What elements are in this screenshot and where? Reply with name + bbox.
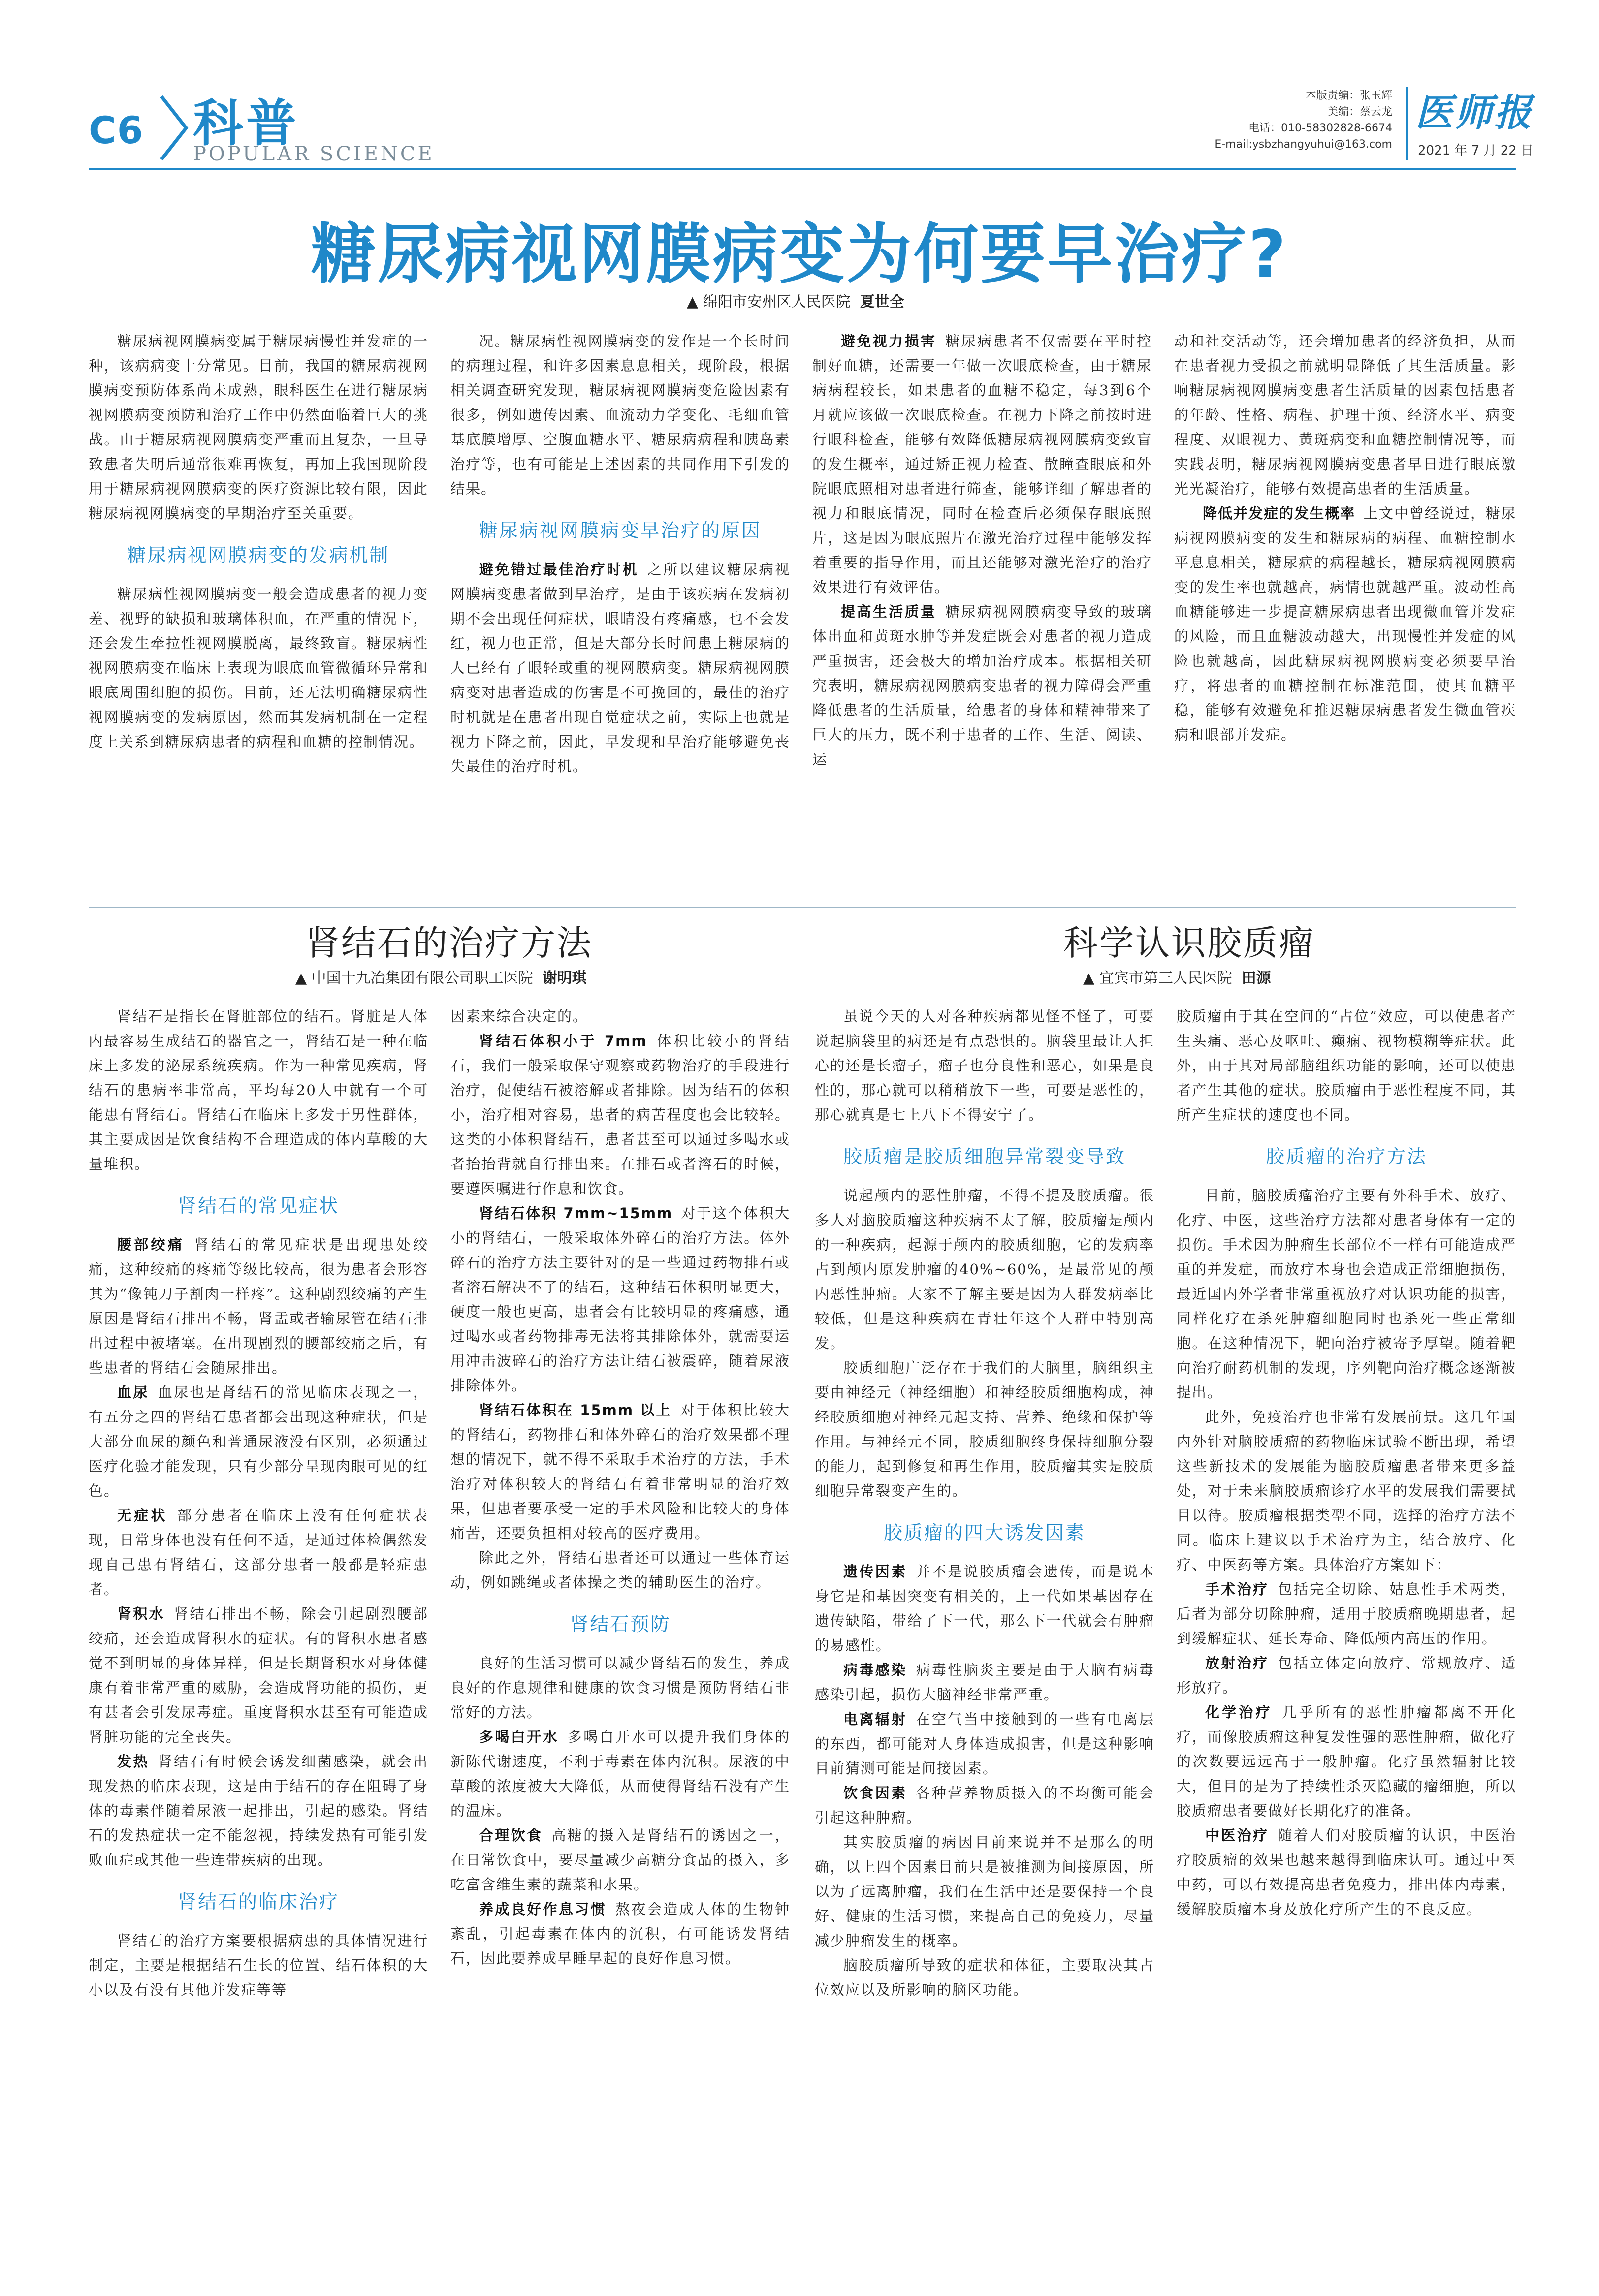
paragraph: [89, 1503, 428, 1602]
subheading: 肾结石的临床治疗: [177, 1891, 339, 1913]
paragraph-text: 熬夜会造成人体的生物钟紊乱，引起毒素在体内的沉积，有可能诱发肾结石，因此要养成早睡早起的良好作息习惯。: [450, 1901, 790, 1967]
paragraph-lead: 无症状: [117, 1507, 168, 1524]
article2-byline: [295, 966, 587, 987]
designer-line: 美编：蔡云龙: [1327, 106, 1392, 118]
paragraph: [815, 1830, 1154, 1953]
paragraph-text: 糖尿病患者不仅需要在平时控制好血糖，还需要一年做一次眼底检查，由于糖尿病病程较长，如果患者的血糖不稳定，每3到6个月就应该做一次眼底检查。在视力下降之前按时进行眼科检查，能够有效降低糖尿病视网膜病变致盲的发生概率，通过矫正视力检查、散瞳查眼底和外院眼底照相对患者进行筛查，能够详细了解患者的视力和眼底情况，同时在检查后必须保存眼底照片，这是因为眼底照片在激光治疗过程中能够发挥着重要的指导作用，而且还能够对激光治疗的治疗效果进行有效评估。: [812, 333, 1152, 596]
section-title: 科普: [193, 94, 299, 153]
paragraph-text: 其实胶质瘤的病因目前来说并不是那么的明确，以上四个因素目前只是被推测为间接原因，所以为了远离肿瘤，我们在生活中还是要保持一个良好、健康的生活习惯，来提高自己的免疫力，尽量减少肿瘤发生的概率。: [815, 1834, 1154, 1949]
paragraph-text: 目前，脑胶质瘤治疗主要有外科手术、放疗、化疗、中医，这些治疗方法都对患者身体有一定的损伤。手术因为肿瘤生长部位不一样有可能造成严重的并发症，而放疗本身也会造成正常细胞损伤，最近国内外学者非常重视放疗对认识功能的损害，同样化疗在杀死肿瘤细胞同时也杀死一些正常细胞。在这种情况下，靶向治疗被寄予厚望。随着靶向治疗耐药机制的发现，序列靶向治疗概念逐渐被提出。: [1177, 1187, 1516, 1401]
article1-title: 糖尿病视网膜病变为何要早治疗?: [311, 217, 1288, 292]
paragraph-text: 之所以建议糖尿病视网膜病变患者做到早治疗，是由于该疾病在发病初期不会出现任何症状，眼睛没有疼痛感，也不会发红，视力也正常，但是大部分长时间患上糖尿病的人已经有了眼轻或重的视网膜病变。糖尿病视网膜病变对患者造成的伤害是不可挽回的，最佳的治疗时机就是在患者出现自觉症状之前，实际上也就是视力下降之前，因此，早发现和早治疗能够避免丧失最佳的治疗时机。: [450, 561, 790, 775]
paragraph: [1177, 1183, 1516, 1405]
paragraph: [450, 1823, 790, 1897]
paper-logo: 医师报: [1415, 91, 1534, 134]
paragraph: [450, 1651, 790, 1725]
paragraph-lead: 提高生活质量: [841, 603, 937, 620]
paragraph-text: 对于体积比较大的肾结石，药物排石和体外碎石的治疗效果都不理想的情况下，就不得不采取手术治疗的方法，手术治疗对体积较大的肾结石有着非常明显的治疗效果，但患者要承受一定的手术风险和比较大的身体痛苦，还要负担相对较高的医疗费用。: [450, 1402, 790, 1541]
paragraph-lead: 多喝白开水: [479, 1729, 559, 1745]
subheading: 肾结石预防: [570, 1613, 671, 1635]
paragraph-lead: 避免视力损害: [841, 333, 937, 349]
article1-byline-org: ▲ 绵阳市安州区人民医院: [687, 293, 851, 311]
article2-column-2: [450, 1004, 790, 1971]
paragraph-lead: 肾结石体积小于 7mm: [479, 1033, 647, 1049]
subheading: 糖尿病视网膜病变早治疗的原因: [479, 520, 762, 541]
paragraph-text: 各种营养物质摄入的不均衡可能会引起这种肿瘤。: [815, 1785, 1154, 1826]
paragraph: [812, 599, 1152, 772]
paragraph-text: 动和社交活动等，还会增加患者的经济负担，从而在患者视力受损之前就明显降低了其生活质量。影响糖尿病视网膜病变患者生活质量的因素包括患者的年龄、性格、病程、护理干预、经济水平、病变程度、双眼视力、黄斑病变和血糖控制情况等，而实践表明，糖尿病视网膜病变患者早日进行眼底激光光凝治疗，能够有效提高患者的生活质量。: [1174, 333, 1516, 497]
masthead-divider: [1406, 87, 1408, 160]
paragraph-text: 体积比较小的肾结石，我们一般采取保守观察或药物治疗的手段进行治疗，促使结石被溶解或者排除。因为结石的体积小，治疗相对容易，患者的病苦程度也会比较轻。这类的小体积肾结石，患者甚至可以通过多喝水或者抬抬背就自行排出来。在排石或者溶石的时候，要遵医嘱进行作息和饮食。: [450, 1033, 790, 1197]
paragraph-lead: 腰部绞痛: [117, 1236, 185, 1253]
paragraph-lead: 遗传因素: [843, 1563, 907, 1580]
paragraph: [89, 1232, 428, 1380]
paragraph: [450, 1398, 790, 1545]
page-number: C6: [89, 108, 144, 152]
paragraph: [1177, 1004, 1516, 1127]
phone-line: 电话：010-58302828-6674: [1248, 122, 1392, 134]
paragraph: [1177, 1651, 1516, 1700]
article3-byline: [1083, 966, 1271, 987]
article1-byline-author: 夏世全: [860, 293, 904, 311]
paragraph: [812, 329, 1152, 599]
paragraph-text: 在空气当中接触到的一些有电离层的东西，都可能对人身体造成损害，但是这种影响目前猜测可能是间接因素。: [815, 1711, 1154, 1777]
article2-byline-author: 谢明琪: [542, 970, 587, 987]
article3-byline-org: ▲ 宜宾市第三人民医院: [1083, 970, 1232, 987]
paragraph: [450, 1201, 790, 1398]
paragraph: [450, 1029, 790, 1201]
paragraph-text: 并不是说胶质瘤会遗传，而是说本身它是和基因突变有相关的，上一代如果基因存在遗传缺陷，带给了下一代，那么下一代就会有肿瘤的易感性。: [815, 1563, 1154, 1654]
paragraph-text: 高糖的摄入是肾结石的诱因之一，在日常饮食中，要尽量减少高糖分食品的摄入，多吃富含维生素的蔬菜和水果。: [450, 1827, 790, 1893]
paragraph: [815, 1781, 1154, 1830]
paragraph: [450, 557, 790, 779]
paragraph: [89, 1749, 428, 1872]
paragraph-lead: 养成良好作息习惯: [479, 1901, 607, 1918]
paragraph-text: 随着人们对胶质瘤的认识，中医治疗胶质瘤的效果也越来越得到临床认可。通过中医中药，可以有效提高患者免疫力，排出体内毒素，缓解胶质瘤本身及放化疗所产生的不良反应。: [1177, 1827, 1516, 1918]
paragraph-text: 血尿也是肾结石的常见临床表现之一，有五分之四的肾结石患者都会出现这种症状，但是大部分血尿的颜色和普通尿液没有区别，必须通过医疗化验才能发现，只有少部分呈现肉眼可见的红色。: [89, 1384, 428, 1499]
article2-column-1: [89, 1004, 428, 2002]
article3-column-2: [1177, 1004, 1516, 1921]
article1-column-1: [89, 329, 428, 754]
paragraph-lead: 肾结石体积在 15mm 以上: [479, 1402, 672, 1418]
paragraph-lead: 饮食因素: [843, 1785, 907, 1801]
editor-line: 本版责编：张玉辉: [1305, 90, 1392, 102]
paragraph-text: 胶质细胞广泛存在于我们的大脑里，脑组织主要由神经元（神经细胞）和神经胶质细胞构成，神经胶质细胞对神经元起支持、营养、绝缘和保护等作用。与神经元不同，胶质细胞终身保持细胞分裂的能力，起到修复和再生作用，胶质瘤其实是胶质细胞异常裂变产生的。: [815, 1359, 1154, 1499]
paragraph-text: 部分患者在临床上没有任何症状表现，日常身体也没有任何不适，是通过体检偶然发现自己患有肾结石，这部分患者一般都是轻症患者。: [89, 1507, 428, 1598]
paragraph: [89, 1380, 428, 1503]
paragraph-text: 肾结石是指长在肾脏部位的结石。肾脏是人体内最容易生成结石的器官之一，肾结石是一种在临床上多发的泌尿系统疾病。作为一种常见疾病，肾结石的患病率非常高，平均每20人中就有一个可能患有肾结石。肾结石在临床上多发于男性群体，其主要成因是饮食结构不合理造成的体内草酸的大量堆积。: [89, 1008, 428, 1172]
paragraph-lead: 肾积水: [117, 1605, 165, 1622]
paragraph-text: 说起颅内的恶性肿瘤，不得不提及胶质瘤。很多人对脑胶质瘤这种疾病不太了解，胶质瘤是颅内的一种疾病，起源于颅内的胶质细胞，它的发病率占到颅内原发肿瘤的40%~60%，是最常见的颅内恶性肿瘤。大家不了解主要是因为人群发病率比较低，但是这种疾病在青壮年这个人群中特别高发。: [815, 1187, 1154, 1352]
paragraph-lead: 发热: [117, 1753, 149, 1770]
paragraph: [1177, 1700, 1516, 1823]
paragraph-text: 几乎所有的恶性肿瘤都离不开化疗，而像胶质瘤这种复发性强的恶性肿瘤，做化疗的次数要远远高于一般肿瘤。化疗虽然辐射比较大，但目的是为了持续性杀灭隐藏的瘤细胞，所以胶质瘤患者要做好长期化疗的准备。: [1177, 1704, 1516, 1819]
paragraph: [815, 1658, 1154, 1707]
article2-title: 肾结石的治疗方法: [305, 923, 593, 963]
subheading: 胶质瘤的治疗方法: [1265, 1146, 1427, 1167]
chevron-right-icon: [157, 94, 191, 162]
paragraph: [89, 1004, 428, 1176]
paragraph: [1177, 1577, 1516, 1651]
section-divider: [89, 907, 1516, 908]
paragraph: [815, 1707, 1154, 1781]
paragraph-text: 胶质瘤由于其在空间的“占位”效应，可以使患者产生头痛、恶心及呕吐、癫痫、视物模糊等症状。此外，由于其对局部脑组织功能的影响，还可以使患者产生其他的症状。胶质瘤由于恶性程度不同，其所产生症状的速度也不同。: [1177, 1008, 1516, 1123]
section-subtitle: POPULAR SCIENCE: [193, 143, 435, 165]
paragraph-text: 肾结石有时候会诱发细菌感染，就会出现发热的临床表现，这是由于结石的存在阻碍了身体的毒素伴随着尿液一起排出，引起的感染。肾结石的发热症状一定不能忽视，持续发热有可能引发败血症或其他一些连带疾病的出现。: [89, 1753, 428, 1868]
paragraph-text: 肾结石的治疗方案要根据病患的具体情况进行制定，主要是根据结石生长的位置、结石体积的大小以及有没有其他并发症等等: [89, 1932, 428, 1998]
paragraph-text: 对于这个体积大小的肾结石，一般采取体外碎石的治疗方法。体外碎石的治疗方法主要针对的是一些通过药物排石或者溶石解决不了的结石，这种结石体积明显更大，硬度一般也更高，患者会有比较明显的疼痛感，通过喝水或者药物排毒无法将其排除体外，就需要运用冲击波碎石的治疗方法让结石被震碎，随着尿液排除体外。: [450, 1205, 790, 1394]
paragraph: [89, 1928, 428, 2002]
paragraph: [89, 1602, 428, 1749]
paragraph: [450, 1545, 790, 1595]
editor-info: [1117, 88, 1392, 153]
paragraph-text: 包括完全切除、姑息性手术两类，后者为部分切除肿瘤，适用于胶质瘤晚期患者，起到缓解症状、延长寿命、降低颅内高压的作用。: [1177, 1581, 1516, 1647]
paragraph-text: 病毒性脑炎主要是由于大脑有病毒感染引起，损伤大脑神经非常严重。: [815, 1662, 1154, 1703]
paragraph: [815, 1004, 1154, 1127]
paragraph-text: 糖尿病视网膜病变导致的玻璃体出血和黄斑水肿等并发症既会对患者的视力造成严重损害，还会极大的增加治疗成本。根据相关研究表明，糖尿病视网膜病变患者的视力障碍会严重降低患者的生活质量，给患者的身体和精神带来了巨大的压力，既不利于患者的工作、生活、阅读、运: [812, 603, 1152, 768]
paragraph-text: 肾结石排出不畅，除会引起剧烈腰部绞痛，还会造成肾积水的症状。有的肾积水患者感觉不到明显的身体异样，但是长期肾积水对身体健康有着非常严重的威胁，会造成肾功能的损伤，更有甚者会引发尿毒症。重度肾积水甚至有可能造成肾脏功能的完全丧失。: [89, 1605, 428, 1745]
paragraph-text: 除此之外，肾结石患者还可以通过一些体育运动，例如跳绳或者体操之类的辅助医生的治疗。: [450, 1549, 790, 1591]
paragraph-lead: 化学治疗: [1205, 1704, 1273, 1721]
header-rule: [89, 168, 1516, 170]
paragraph: [450, 1725, 790, 1823]
paragraph: [1174, 329, 1516, 501]
paragraph-lead: 降低并发症的发生概率: [1203, 505, 1356, 522]
paragraph-text: 虽说今天的人对各种疾病都见怪不怪了，可要说起脑袋里的病还是有点恐惧的。脑袋里最让人担心的还是长瘤子，瘤子也分良性和恶心，如果是良性的，那心就可以稍稍放下一些，可要是恶性的，那心就真是七上八下不得安宁了。: [815, 1008, 1154, 1123]
paragraph: [1177, 1405, 1516, 1577]
paragraph-text: 良好的生活习惯可以减少肾结石的发生，养成良好的作息规律和健康的饮食习惯是预防肾结石非常好的方法。: [450, 1655, 790, 1721]
paragraph-lead: 放射治疗: [1205, 1655, 1269, 1671]
article3-title: 科学认识胶质瘤: [1063, 923, 1315, 963]
paragraph-lead: 电离辐射: [843, 1711, 907, 1728]
article3-column-1: [815, 1004, 1154, 2002]
subheading: 糖尿病视网膜病变的发病机制: [127, 544, 390, 566]
paragraph: [450, 329, 790, 501]
paragraph-lead: 病毒感染: [843, 1662, 907, 1678]
paragraph-text: 况。糖尿病性视网膜病变的发作是一个长时间的病理过程，和许多因素息息相关，现阶段，根据相关调查研究发现，糖尿病视网膜病变危险因素有很多，例如遗传因素、血流动力学变化、毛细血管基底膜增厚、空腹血糖水平、糖尿病病程和胰岛素治疗等，也有可能是上述因素的共同作用下引发的结果。: [450, 333, 790, 497]
paragraph-lead: 肾结石体积 7mm~15mm: [479, 1205, 673, 1222]
subheading: 肾结石的常见症状: [177, 1195, 339, 1217]
subheading: 胶质瘤是胶质细胞异常裂变导致: [843, 1146, 1126, 1167]
article1-column-2: [450, 329, 790, 779]
article2-byline-org: ▲ 中国十九冶集团有限公司职工医院: [295, 970, 533, 987]
paragraph: [1174, 501, 1516, 747]
paragraph-text: 糖尿病视网膜病变属于糖尿病慢性并发症的一种，该病病变十分常见。目前，我国的糖尿病视网膜病变预防体系尚未成熟，眼科医生在进行糖尿病视网膜病变预防和治疗工作中仍然面临着巨大的挑战。由于糖尿病视网膜病变严重而且复杂，一旦导致患者失明后通常很难再恢复，再加上我国现阶段用于糖尿病视网膜病变的医疗资源比较有限，因此糖尿病视网膜病变的早期治疗至关重要。: [89, 333, 428, 522]
paragraph-text: 此外，免疫治疗也非常有发展前景。这几年国内外针对脑胶质瘤的药物临床试验不断出现，希望这些新技术的发展能为脑胶质瘤患者带来更多益处，对于未来脑胶质瘤诊疗水平的发展我们需要拭目以待。胶质瘤根据类型不同，选择的治疗方法不同。临床上建议以手术治疗为主，结合放疗、化疗、中医药等方案。具体治疗方案如下：: [1177, 1409, 1516, 1573]
paragraph-text: 脑胶质瘤所导致的症状和体征，主要取决其占位效应以及所影响的脑区功能。: [815, 1957, 1154, 1998]
article1-column-4: [1174, 329, 1516, 747]
article3-byline-author: 田源: [1241, 970, 1271, 987]
article1-byline: [687, 289, 904, 311]
article1-column-3: [812, 329, 1152, 772]
paragraph-lead: 合理饮食: [479, 1827, 543, 1844]
paragraph: [1177, 1823, 1516, 1921]
paragraph-text: 糖尿病性视网膜病变一般会造成患者的视力变差、视野的缺损和玻璃体积血，在严重的情况下，还会发生牵拉性视网膜脱离，最终致盲。糖尿病性视网膜病变在临床上表现为眼底血管微循环异常和眼底周围细胞的损伤。目前，还无法明确糖尿病性视网膜病变的发病原因，然而其发病机制在一定程度上关系到糖尿病患者的病程和血糖的控制情况。: [89, 586, 428, 750]
subheading: 胶质瘤的四大诱发因素: [883, 1522, 1086, 1543]
paragraph-text: 因素来综合决定的。: [450, 1008, 588, 1025]
paragraph: [450, 1004, 790, 1029]
paragraph: [450, 1897, 790, 1971]
paragraph: [815, 1953, 1154, 2002]
paragraph-lead: 血尿: [117, 1384, 149, 1401]
paragraph-lead: 中医治疗: [1205, 1827, 1269, 1844]
paragraph: [89, 329, 428, 526]
paragraph-text: 多喝白开水可以提升我们身体的新陈代谢速度，不利于毒素在体内沉积。尿液的中草酸的浓度被大大降低，从而使得肾结石没有产生的温床。: [450, 1729, 790, 1819]
paragraph-lead: 避免错过最佳治疗时机: [479, 561, 639, 578]
paragraph-text: 包括立体定向放疗、常规放疗、适形放疗。: [1177, 1655, 1516, 1696]
paragraph: [89, 582, 428, 754]
publication-date: 2021 年 7 月 22 日: [1418, 143, 1534, 158]
paragraph: [815, 1355, 1154, 1503]
email-line: E-mail:ysbzhangyuhui@163.com: [1215, 138, 1392, 151]
paragraph-text: 肾结石的常见症状是出现患处绞痛，这种绞痛的疼痛等级比较高，很为患者会形容其为“像钝刀子割肉一样疼”。这种剧烈绞痛的产生原因是肾结石排出不畅，肾盂或者输尿管在结石排出过程中被堵塞。在出现剧烈的腰部绞痛之后，有些患者的肾结石会随尿排出。: [89, 1236, 428, 1376]
paragraph: [815, 1559, 1154, 1658]
paragraph-lead: 手术治疗: [1205, 1581, 1269, 1598]
paragraph-text: 上文中曾经说过，糖尿病视网膜病变的发生和糖尿病的病程、血糖控制水平息息相关，糖尿病的病程越长，糖尿病视网膜病变的发生率也就越高，病情也就越严重。波动性高血糖能够进一步提高糖尿病患者出现微血管并发症的风险，而且血糖波动越大，出现慢性并发症的风险也就越高，因此糖尿病视网膜病变必须要早治疗，将患者的血糖控制在标准范围，使其血糖平稳，能够有效避免和推迟糖尿病患者发生微血管疾病和眼部并发症。: [1174, 505, 1516, 743]
paragraph: [815, 1183, 1154, 1355]
